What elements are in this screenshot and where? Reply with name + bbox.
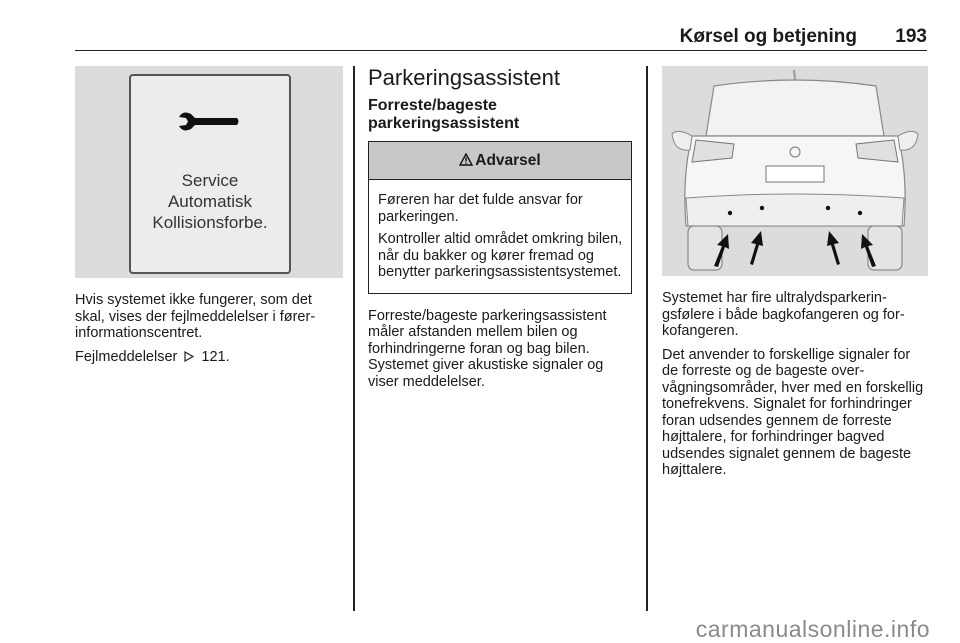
display-line-automatisk: Automatisk xyxy=(167,192,253,211)
middle-column xyxy=(368,66,632,397)
car-rear-sensors-illustration xyxy=(662,66,928,276)
body-paragraph: Forreste/bageste parkeringsassistent måler afstanden mellem bilen og forhindringerne foran og bag bilen. Systemet giver akustiske signaler og viser meddelelser. xyxy=(368,307,607,390)
left-column xyxy=(75,66,343,372)
page-number: 193 xyxy=(895,26,927,47)
warning-triangle-icon xyxy=(459,153,473,166)
paragraph-fault: Hvis systemet ikke fungerer, som det skal, vises der fejlmeddelelser i førerinformationscentret. xyxy=(75,292,316,341)
crossref-page-link[interactable]: 121. xyxy=(201,348,230,365)
right-column xyxy=(662,66,928,486)
column-divider-2 xyxy=(646,66,648,611)
display-line-service: Service xyxy=(181,171,239,190)
warning-box xyxy=(368,141,632,294)
triangle-right-outline-icon[interactable] xyxy=(184,351,194,362)
warning-heading: Advarsel xyxy=(475,152,541,169)
page-header xyxy=(75,24,927,51)
warning-paragraph-1: Føreren har det fulde ansvar for parkeringen. xyxy=(378,192,583,225)
warning-header xyxy=(369,142,631,180)
wrench-icon xyxy=(177,106,241,140)
crossref-label: Fejlmeddelelser xyxy=(75,348,178,365)
car-rear-drawing xyxy=(662,66,928,276)
watermark: carmanualsonline.info xyxy=(695,616,930,642)
paragraph-sensors: Systemet har fire ultralydsparkeringsfølere i både bagkofangeren og forkofangeren. xyxy=(662,290,905,339)
paragraph-crossref xyxy=(75,349,343,366)
section-heading: Parkeringsassistent xyxy=(368,65,560,90)
section-title: Kørsel og betjening xyxy=(679,26,857,47)
instrument-display xyxy=(129,74,291,274)
paragraph-signals: Det anvender to forskellige signaler for de forreste og de bageste overvågningsområder, hver med en forskellig tonefrekvens. Signalet for forhindringer foran udsendes gennem de forreste højttalere, for forhindringer bagved udsendes signalet gennem de bageste højttalere. xyxy=(662,346,924,478)
column-divider-1 xyxy=(353,66,355,611)
display-line-kollision: Kollisionsforbe. xyxy=(152,213,268,232)
service-display-illustration xyxy=(75,66,343,278)
subsection-heading: Forreste/bageste parkeringsassistent xyxy=(368,97,520,132)
warning-paragraph-2: Kontroller altid området omkring bilen, når du bakker og kører fremad og benytter parkeringsassistentsystemet. xyxy=(378,231,623,280)
